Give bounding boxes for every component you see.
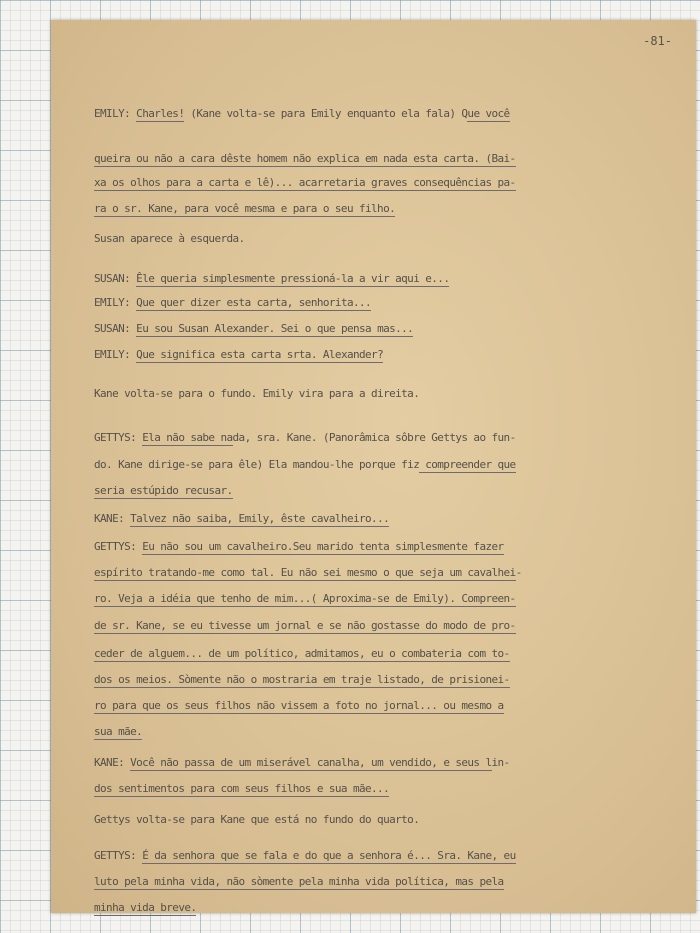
script-line: Gettys volta-se para Kane que está no fundo do quarto.: [94, 813, 420, 826]
script-line: Kane volta-se para o fundo. Emily vira para a direita.: [94, 387, 420, 400]
script-line: de sr. Kane, se eu tivesse um jornal e se não gostasse do modo de pro-: [94, 619, 516, 632]
script-line: queira ou não a cara dêste homem não explica em nada esta carta. (Bai-: [94, 152, 516, 165]
script-line: KANE: Talvez não saiba, Emily, êste cavalheiro...: [94, 512, 390, 525]
script-line: KANE: Você não passa de um miserável canalha, um vendido, e seus lin-: [94, 756, 510, 769]
script-line: minha vida breve.: [94, 901, 197, 914]
page-number: -81-: [643, 34, 672, 48]
script-line: ra o sr. Kane, para você mesma e para o seu filho.: [94, 202, 396, 215]
script-line: SUSAN: Eu sou Susan Alexander. Sei o que pensa mas...: [94, 322, 414, 335]
script-line: dos sentimentos para com seus filhos e sua mãe...: [94, 782, 390, 795]
script-line: sua mãe.: [94, 725, 143, 738]
script-line: GETTYS: É da senhora que se fala e do que a senhora é... Sra. Kane, eu: [94, 849, 516, 862]
script-line: EMILY: Que quer dizer esta carta, senhorita...: [94, 296, 372, 309]
script-line: ro. Veja a idéia que tenho de mim...( Aproxima-se de Emily). Compreen-: [94, 592, 516, 605]
script-line: espírito tratando-me como tal. Eu não sei mesmo o que seja um cavalhei-: [94, 566, 522, 579]
script-line: GETTYS: Ela não sabe nada, sra. Kane. (Panorâmica sôbre Gettys ao fun-: [94, 431, 516, 444]
script-line: EMILY: Que significa esta carta srta. Alexander?: [94, 348, 384, 361]
script-line: ro para que os seus filhos não vissem a foto no jornal... ou mesmo a: [94, 699, 504, 712]
script-line: xa os olhos para a carta e lê)... acarretaria graves consequências pa-: [94, 176, 516, 189]
script-line: SUSAN: Êle queria simplesmente pressioná-la a vir aqui e...: [94, 272, 450, 285]
script-line: EMILY: Charles! (Kane volta-se para Emily enquanto ela fala) Que você: [94, 107, 510, 120]
script-line: ceder de alguem... de um político, admitamos, eu o combateria com to-: [94, 647, 510, 660]
script-line: Susan aparece à esquerda.: [94, 232, 245, 245]
script-line: GETTYS: Eu não sou um cavalheiro.Seu marido tenta simplesmente fazer: [94, 540, 504, 553]
script-line: do. Kane dirige-se para êle) Ela mandou-lhe porque fiz compreender que: [94, 458, 516, 471]
script-line: seria estúpido recusar.: [94, 484, 233, 497]
script-line: dos os meios. Sòmente não o mostraria em traje listado, de prisionei-: [94, 673, 510, 686]
script-line: luto pela minha vida, não sòmente pela minha vida política, mas pela: [94, 875, 504, 888]
